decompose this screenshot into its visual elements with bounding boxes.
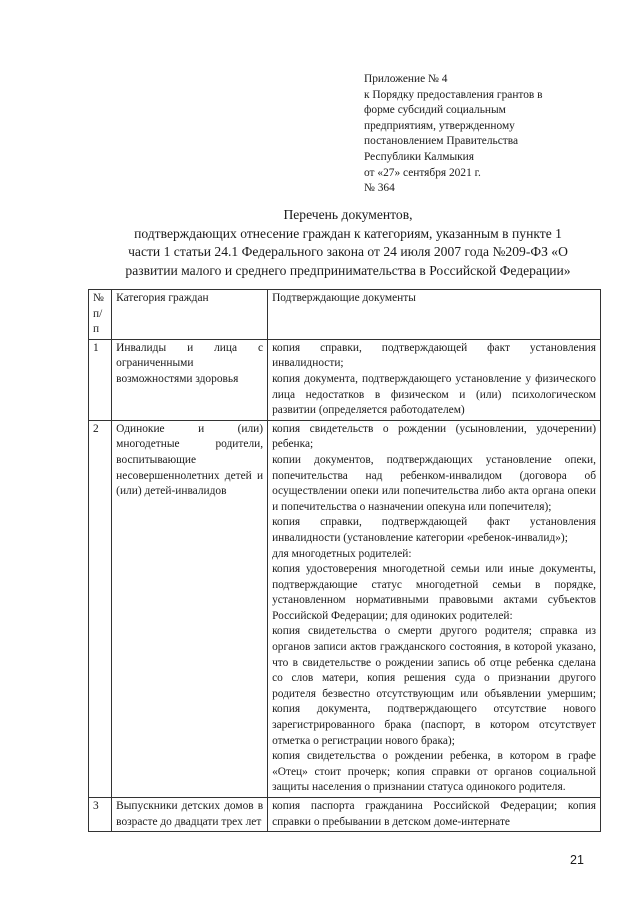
doc-paragraph: копия свидетельства о рождении ребенка, в котором в графе «Отец» стоит прочерк; копия справки от органов социальной защиты населения о признании статуса одинокого родителя. bbox=[272, 750, 596, 794]
appendix-line: форме субсидий социальным bbox=[364, 104, 506, 117]
table-header-row bbox=[89, 290, 601, 340]
title-line: развитии малого и среднего предпринимательства в Российской Федерации» bbox=[125, 262, 571, 278]
doc-paragraph: копия свидетельств о рождении (усыновлении, удочерении) ребенка; bbox=[272, 422, 596, 451]
appendix-line: от «27» сентября 2021 г. bbox=[364, 166, 481, 179]
appendix-line: Приложение № 4 bbox=[364, 73, 448, 85]
row-docs bbox=[268, 798, 601, 832]
title-line: Перечень документов, bbox=[283, 207, 413, 222]
header-docs: Подтверждающие документы bbox=[268, 290, 601, 340]
table-row bbox=[89, 339, 601, 420]
document-title bbox=[88, 206, 608, 280]
row-docs bbox=[268, 420, 601, 797]
doc-paragraph: копии документов, подтверждающих установление опеки, попечительства над ребенком-инвалидом (договора об осуществлении опеки или попечительства либо акта органа опеки и попечительства о назначении опекуна или попечителя); bbox=[272, 453, 596, 513]
row-category: Инвалиды и лица с ограниченными возможностями здоровья bbox=[112, 339, 268, 420]
row-num: 2 bbox=[89, 420, 112, 797]
title-line: части 1 статьи 24.1 Федерального закона от 24 июля 2007 года №209-ФЗ «О bbox=[128, 244, 568, 259]
doc-paragraph: копия справки, подтверждающей факт установления инвалидности (установление категории «ребенок-инвалид»); bbox=[272, 516, 596, 544]
row-num: 1 bbox=[89, 339, 112, 420]
doc-paragraph: копия паспорта гражданина Российской Федерации; копия справки о пребывании в детском доме-интернате bbox=[272, 800, 596, 828]
title-line: подтверждающих отнесение граждан к категориям, указанным в пункте 1 bbox=[134, 225, 562, 241]
header-category: Категория граждан bbox=[112, 290, 268, 340]
appendix-line: Республики Калмыкия bbox=[364, 150, 475, 163]
row-category: Выпускники детских домов в возрасте до двадцати трех лет bbox=[112, 798, 268, 832]
appendix-line: постановлением Правительства bbox=[364, 135, 519, 148]
doc-paragraph: копия справки, подтверждающей факт установления инвалидности; bbox=[272, 341, 596, 370]
doc-paragraph: копия документа, подтверждающего установление у физического лица недостатков в физическом и (или) психологическом развитии (определяется работодателем) bbox=[272, 372, 596, 417]
appendix-block bbox=[364, 72, 594, 197]
appendix-line: к Порядку предоставления грантов в bbox=[364, 88, 543, 101]
doc-paragraph: копия свидетельства о смерти другого родителя; справка из органов записи актов гражданского состояния, в которой указано, что в свидетельстве о рождении запись об отце ребенка сделана со слов матери, копия решения суда о признании другого родителя безвестно отсутствующим или объявлении умершим; копия документа, подтверждающего отсутствие нового зарегистрированного брака (паспорт, в котором отсутствует отметка о регистрации нового брака); bbox=[272, 625, 596, 747]
doc-paragraph: для многодетных родителей: bbox=[272, 547, 412, 560]
appendix-line: № 364 bbox=[364, 182, 395, 195]
row-num: 3 bbox=[89, 798, 112, 832]
page-number: 21 bbox=[570, 853, 584, 867]
doc-paragraph: копия удостоверения многодетной семьи или иные документы, подтверждающие статус многодетной семьи в порядке, установленном нормативными правовыми актами субъектов Российской Федерации; для одиноких родителей: bbox=[272, 563, 596, 622]
table-row bbox=[89, 798, 601, 832]
documents-table bbox=[88, 289, 601, 832]
row-category: Одинокие и (или) многодетные родители, воспитывающие несовершеннолетних детей и (или) детей-инвалидов bbox=[112, 420, 268, 797]
table-row bbox=[89, 420, 601, 797]
appendix-line: предприятиям, утвержденному bbox=[364, 119, 515, 132]
header-num: № п/п bbox=[89, 290, 112, 340]
row-docs bbox=[268, 339, 601, 420]
